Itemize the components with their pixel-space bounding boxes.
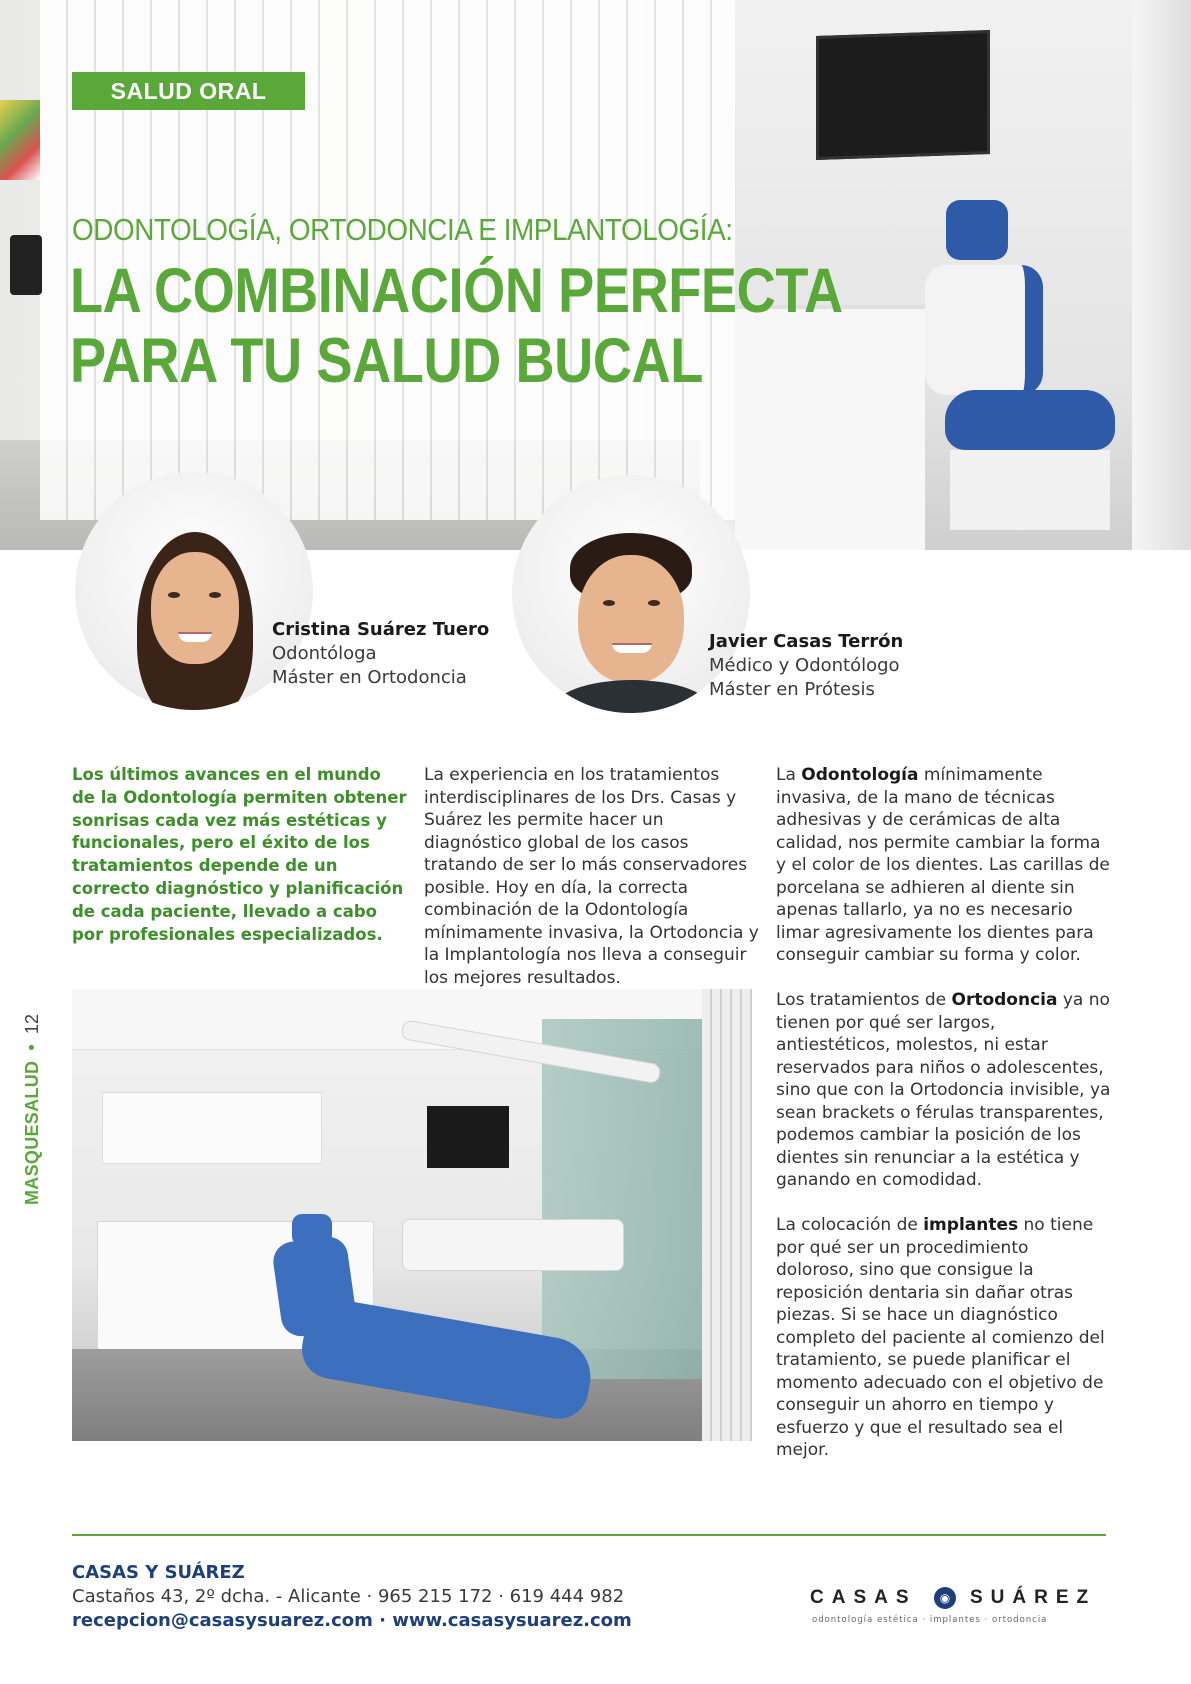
doctor-2-degree: Máster en Prótesis	[709, 679, 875, 700]
doctor-2-role: Médico y Odontólogo	[709, 655, 900, 676]
headline-kicker: ODONTOLOGÍA, ORTODONCIA E IMPLANTOLOGÍA:	[72, 212, 733, 247]
footer-separator: ·	[372, 1610, 393, 1631]
footer-clinic-name: CASAS Y SUÁREZ	[72, 1562, 245, 1583]
footer-rule	[72, 1534, 1106, 1536]
doctor-1-role: Odontóloga	[272, 643, 377, 664]
hero-painting	[0, 100, 40, 180]
doctor-1-degree: Máster en Ortodoncia	[272, 667, 467, 688]
headline	[70, 256, 843, 396]
hero-chair-backrest	[925, 265, 1043, 395]
portrait-eye	[648, 600, 660, 606]
paragraph-implantes	[776, 1214, 1111, 1462]
clinic-dental-unit	[402, 1219, 624, 1271]
clinic-photo	[72, 989, 752, 1441]
portrait-eye	[168, 592, 180, 598]
footer-contact	[72, 1610, 632, 1631]
footer-email-link[interactable]: recepcion@casasysuarez.com	[72, 1610, 373, 1631]
keyword-implantes: implantes	[923, 1215, 1019, 1235]
paragraph-experience: La experiencia en los tratamientos interdisciplinares de los Drs. Casas y Suárez les permite hacer un diagnóstico global de los casos tratando de ser lo más conservadores posible. Hoy en día, la correcta combinación de la Odontología mínimamente invasiva, la Ortodoncia y la Implantología nos lleva a conseguir los mejores resultados.	[424, 765, 759, 988]
keyword-odontologia: Odontología	[801, 765, 919, 785]
portrait-face	[151, 552, 239, 664]
keyword-ortodoncia: Ortodoncia	[951, 990, 1058, 1010]
clinic-upper-cabinet	[102, 1092, 322, 1164]
text-run: La	[776, 765, 802, 785]
section-tag: SALUD ORAL	[72, 72, 305, 110]
portrait-eye	[209, 592, 221, 598]
text-run: Los tratamientos de	[776, 990, 952, 1010]
magazine-name: MASQUESALUD	[22, 1060, 42, 1205]
tooth-logo-icon: ◉	[934, 1587, 956, 1609]
text-run: no tiene por qué ser un procedimiento doloroso, sino que consigue la reposición dentaria sin dañar otras piezas. Si se hace un diagnóstico completo del paciente al comienzo del tratamiento, se puede planificar el momento adecuado con el objetivo de conseguir un ahorro en tiempo y esfuerzo y que el resultado sea el mejor.	[776, 1215, 1105, 1460]
body-column-2	[424, 764, 759, 1012]
hero-black-chair	[10, 235, 42, 295]
logo-left-word: CASAS	[810, 1587, 917, 1608]
clinic-monitor	[427, 1106, 509, 1168]
doctor-1-name: Cristina Suárez Tuero	[272, 619, 490, 640]
portrait-smile	[612, 643, 652, 653]
side-separator: •	[22, 1042, 43, 1053]
clinic-chair-headrest	[292, 1214, 332, 1246]
headline-line-1: LA COMBINACIÓN PERFECTA	[70, 256, 843, 326]
body-column-3	[776, 764, 1111, 1484]
logo-right-word: SUÁREZ	[970, 1587, 1097, 1608]
paragraph-odontologia	[776, 764, 1111, 967]
paragraph-ortodoncia	[776, 989, 1111, 1192]
text-run: La colocación de	[776, 1215, 924, 1235]
portrait-shirt	[552, 680, 712, 713]
hero-chair-base	[950, 450, 1110, 530]
text-run: ya no tienen por qué ser largos, antiestéticos, molestos, ni estar reservados para niños o adolescentes, sino que con la Ortodoncia invisible, ya sean brackets o férulas transparentes, podemos cambiar la posición de los dientes sin renunciar a la estética y ganando en comodidad.	[776, 990, 1111, 1190]
text-run: mínimamente invasiva, de la mano de técnicas adhesivas y de cerámicas de alta calidad, nos permite cambiar la forma y el color de los dientes. Las carillas de porcelana se adhieren al diente sin apenas tallarlo, ya no es necesario limar agresivamente los dientes para conseguir cambiar su forma y color.	[776, 765, 1110, 965]
logo-tagline: odontología estética · implantes · ortodoncia	[812, 1615, 1048, 1625]
doctor-portrait-2	[512, 475, 750, 713]
page-number: 12	[22, 1014, 42, 1035]
clinic-logo	[810, 1587, 1110, 1627]
portrait-smile	[178, 632, 212, 642]
headline-line-2: PARA TU SALUD BUCAL	[70, 326, 703, 396]
doctor-2-name: Javier Casas Terrón	[709, 631, 904, 652]
portrait-eye	[603, 600, 615, 606]
footer-web-link[interactable]: www.casasysuarez.com	[392, 1610, 632, 1631]
portrait-face	[578, 555, 684, 683]
side-label	[22, 1014, 43, 1205]
hero-monitor	[816, 30, 990, 160]
footer-address: Castaños 43, 2º dcha. - Alicante · 965 215 172 · 619 444 982	[72, 1586, 625, 1607]
clinic-door	[702, 989, 752, 1441]
lead-paragraph: Los últimos avances en el mundo de la Odontología permiten obtener sonrisas cada vez más estéticas y funcionales, pero el éxito de los tratamientos depende de un correcto diagnóstico y planificación de cada paciente, llevado a cabo por profesionales especializados.	[72, 765, 407, 944]
hero-chair-headrest	[946, 200, 1008, 260]
hero-chair-seat	[945, 390, 1115, 450]
hero-pillar	[1132, 0, 1191, 550]
